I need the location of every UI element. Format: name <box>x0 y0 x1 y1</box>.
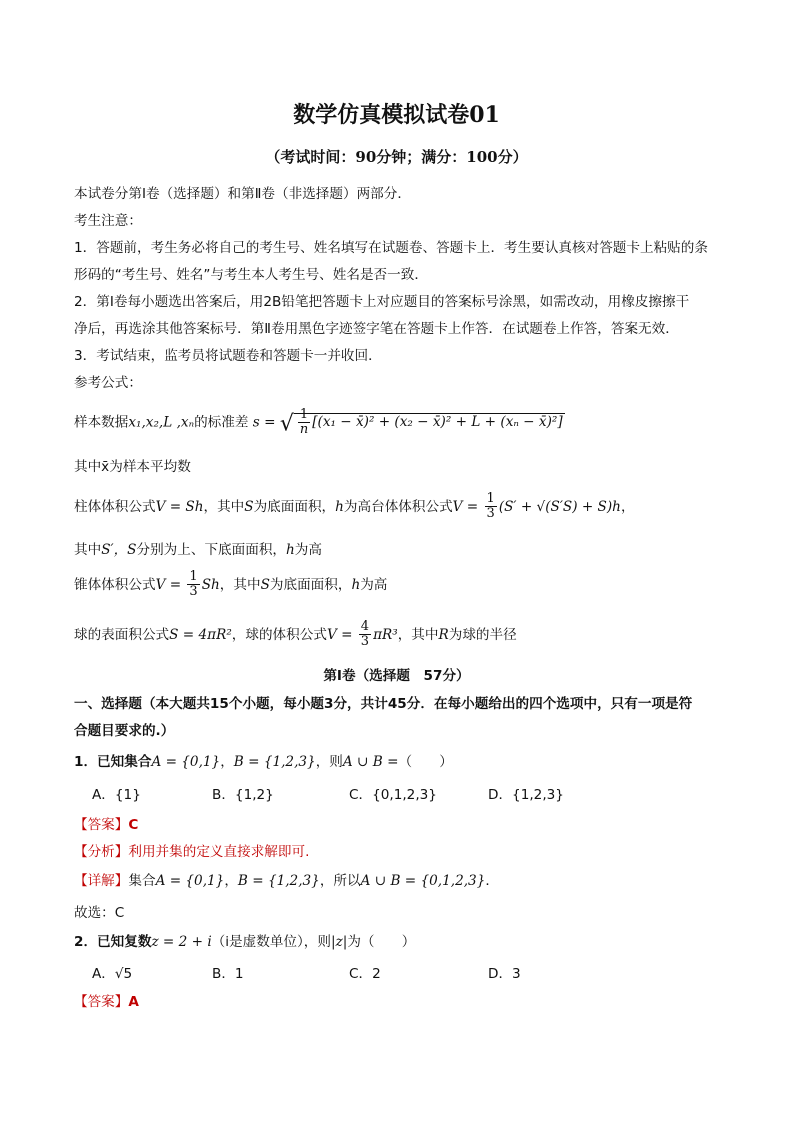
question-2-answer: 【答案】A <box>74 994 139 1010</box>
part-instructions: 一、选择题（本大题共15个小题，每小题3分，共计45分．在每小题给出的四个选项中，只有一项是符 <box>74 696 693 712</box>
option-d: D．3 <box>488 966 521 982</box>
notice-line: 形码的“考生号、姓名”与考生本人考生号、姓名是否一致． <box>74 267 428 283</box>
question-2-stem: 2．已知复数z = 2 + i（i是虚数单位），则|z|为（ ） <box>74 934 416 950</box>
option-a: A．{1} <box>92 787 141 803</box>
question-1-analysis: 【分析】利用并集的定义直接求解即可. <box>74 844 310 860</box>
option-c: C．{0,1,2,3} <box>349 787 437 803</box>
notice-line: 净后，再选涂其他答案标号．第Ⅱ卷用黑色字迹签字笔在答题卡上作答．在试题卷上作答，答案无效． <box>74 321 679 337</box>
formula-prism: 柱体体积公式V = Sh，其中S为底面面积，h为高台体体积公式V = $\frac{1}{3}$ (S′ + √(S′S) + S)h， <box>74 491 635 522</box>
question-1-answer: 【答案】C <box>74 817 139 833</box>
option-c: C．2 <box>349 966 381 982</box>
section-title: 第Ⅰ卷（选择题 57分） <box>323 668 470 684</box>
exam-info: （考试时间：90分钟；满分：100分） <box>265 148 528 166</box>
formula-label: 参考公式： <box>74 375 142 391</box>
option-b: B．{1,2} <box>212 787 274 803</box>
notice-label: 考生注意： <box>74 213 142 229</box>
formula-frustum-note: 其中S′，S分别为上、下底面面积，h为高 <box>74 542 322 558</box>
formula-cone: 锥体体积公式V = $\frac{1}{3}$ Sh，其中S为底面面积，h为高 <box>74 569 388 600</box>
question-1-stem: 1．已知集合A = {0,1}，B = {1,2,3}，则A ∪ B =（ ） <box>74 754 453 770</box>
notice-line: 2．第Ⅰ卷每小题选出答案后，用2B铅笔把答题卡上对应题目的答案标号涂黑，如需改动，用橡皮擦擦干 <box>74 294 690 310</box>
option-b: B．1 <box>212 966 244 982</box>
formula-sphere: 球的表面积公式S = 4πR²，球的体积公式V = $\frac{4}{3}$ πR³，其中R为球的半径 <box>74 619 517 650</box>
intro-text: 本试卷分第Ⅰ卷（选择题）和第Ⅱ卷（非选择题）两部分． <box>74 186 411 202</box>
notice-line: 3．考试结束，监考员将试题卷和答题卡一并收回． <box>74 348 382 364</box>
page-title: 数学仿真模拟试卷01 <box>293 102 500 128</box>
option-a: A．√5 <box>92 966 133 982</box>
question-1-detail: 【详解】集合A = {0,1}，B = {1,2,3}，所以A ∪ B = {0,1,2,3}． <box>74 873 499 889</box>
option-d: D．{1,2,3} <box>488 787 564 803</box>
formula-std: 样本数据x₁,x₂,L ,xₙ的标准差 s = √ $\frac{1}{n}$ [(x₁ − x̄)² + (x₂ − x̄)² + L + (xₙ − x̄)²] <box>74 407 563 438</box>
part-instructions: 合题目要求的.） <box>74 723 175 739</box>
notice-line: 1．答题前，考生务必将自己的考生号、姓名填写在试题卷、答题卡上．考生要认真核对答题卡上粘贴的条 <box>74 240 708 256</box>
question-1-choose: 故选：C <box>74 905 125 921</box>
formula-mean-note: 其中x̄为样本平均数 <box>74 459 191 475</box>
